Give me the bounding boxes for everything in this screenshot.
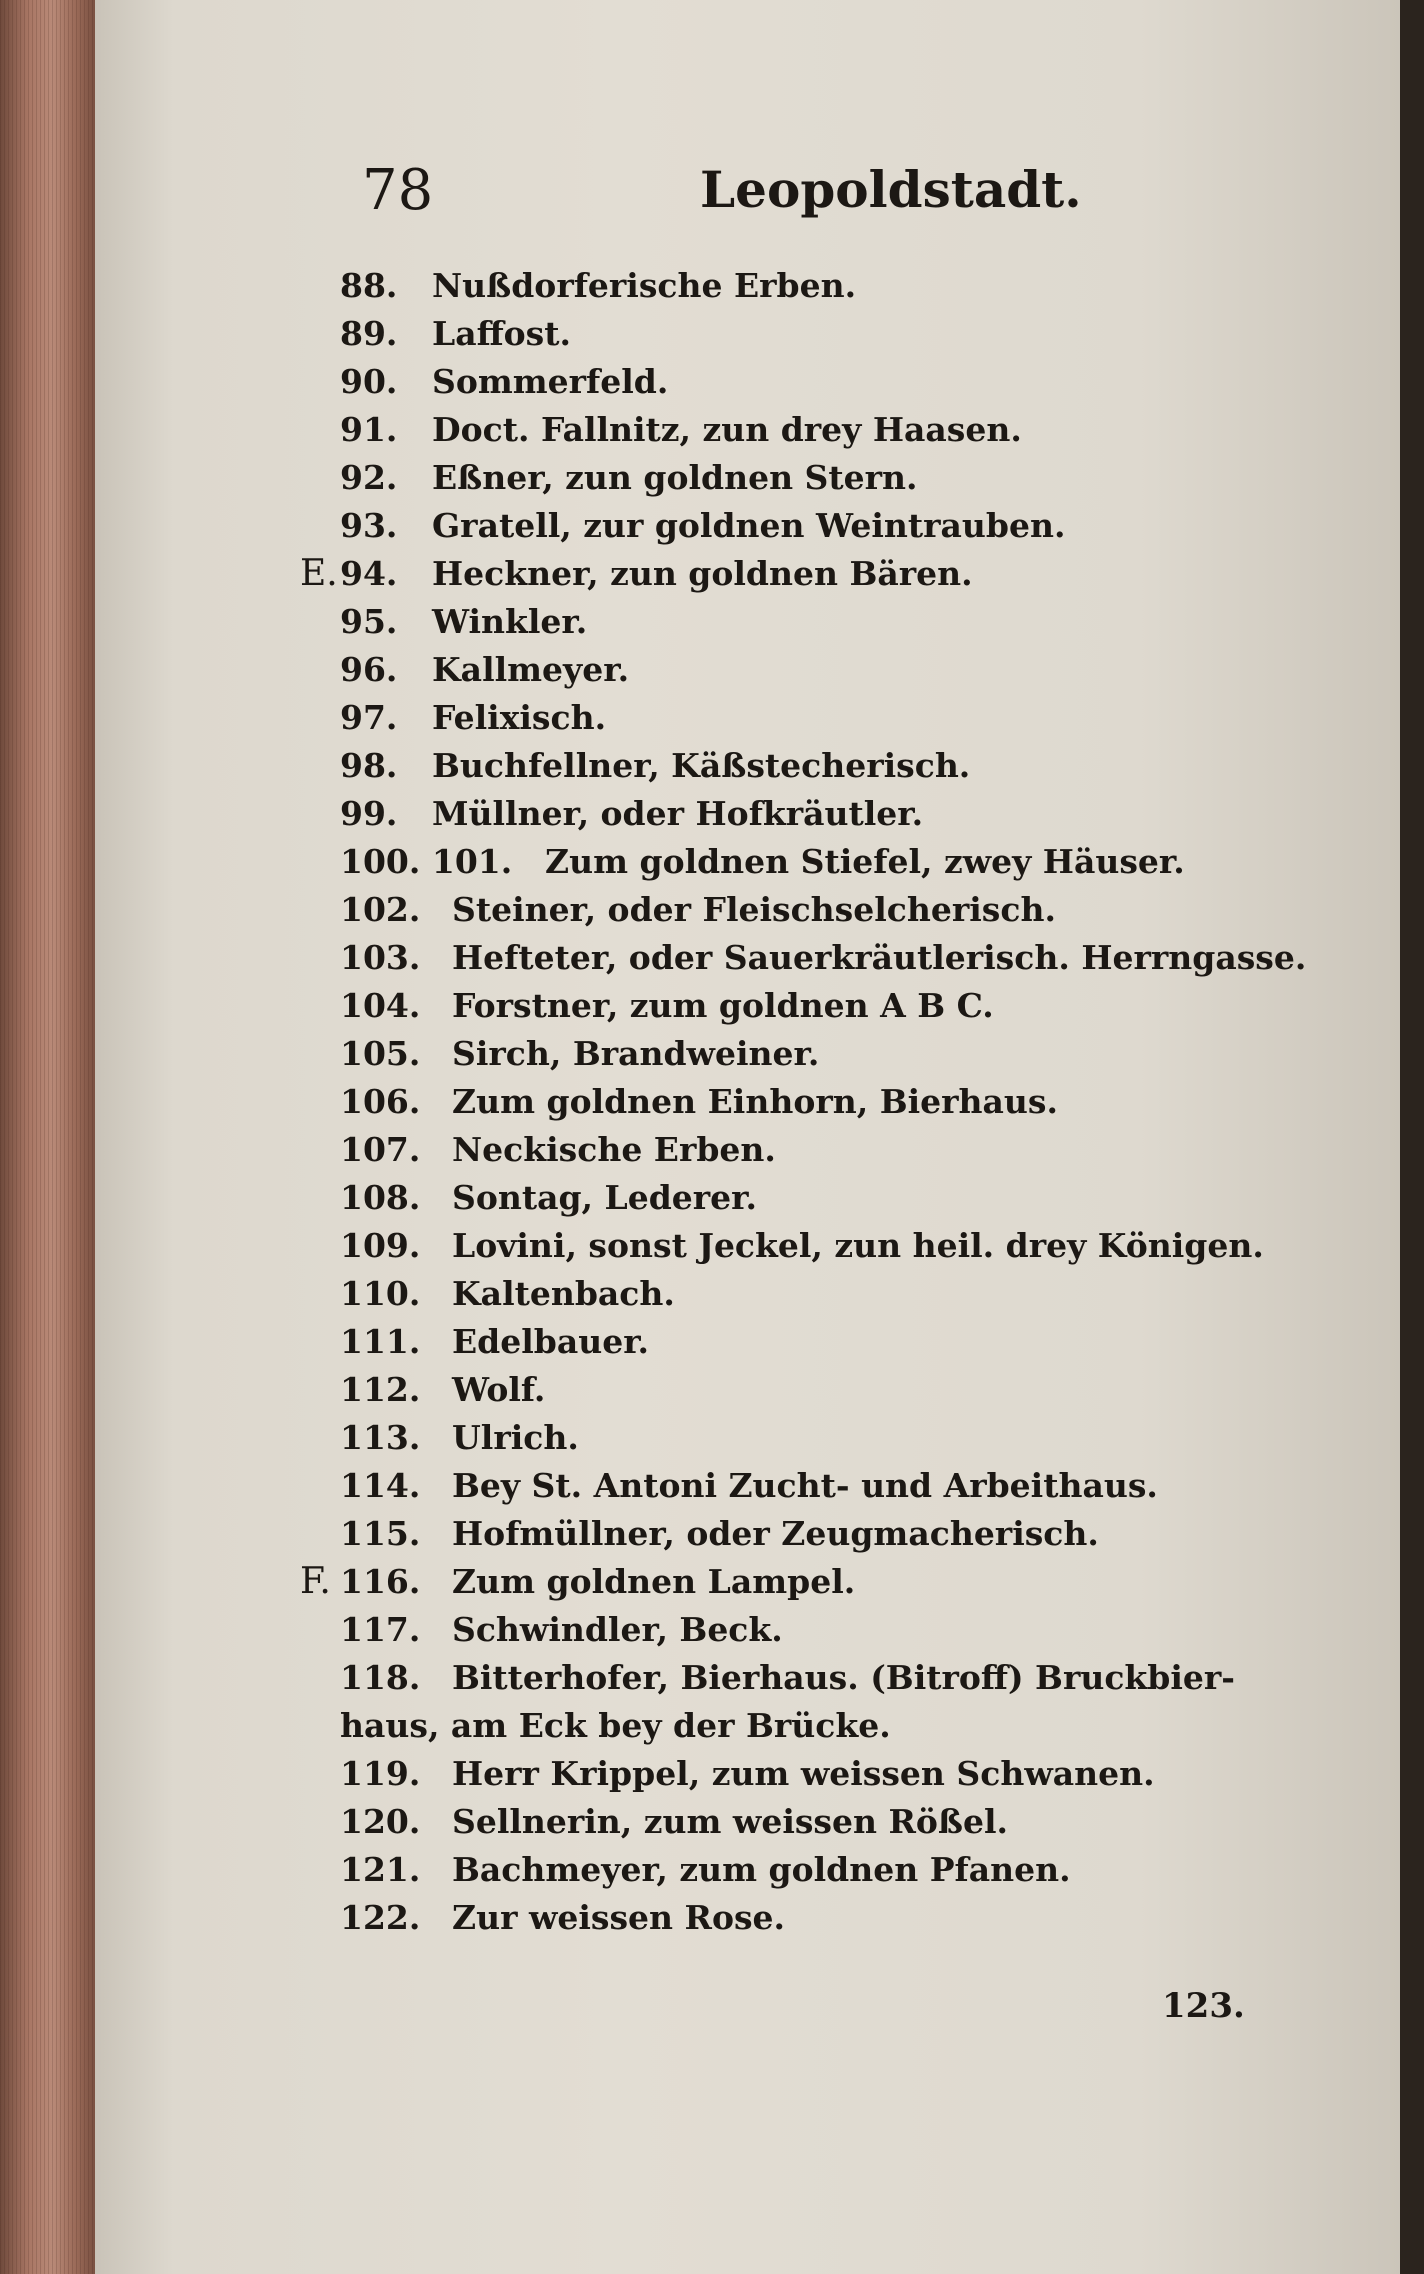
house-number: 91. (340, 410, 398, 449)
list-item (340, 1414, 1360, 1462)
house-number: 89. (340, 314, 398, 353)
list-item (340, 1366, 1360, 1414)
house-entry-text: Neckische Erben. (452, 1130, 776, 1169)
house-entry-text: Müllner, oder Hofkräutler. (432, 794, 924, 833)
list-item (340, 1510, 1360, 1558)
house-number: 98. (340, 746, 398, 785)
house-number: 120. (340, 1802, 421, 1841)
house-entry-text: Zum goldnen Lampel. (452, 1562, 856, 1601)
list-item (340, 310, 1360, 358)
list-item (340, 262, 1360, 310)
house-number: 90. (340, 362, 398, 401)
list-item (340, 598, 1360, 646)
list-item (340, 1174, 1360, 1222)
house-number: 96. (340, 650, 398, 689)
house-entry-text: Heckner, zun goldnen Bären. (432, 554, 973, 593)
house-number: 110. (340, 1274, 421, 1313)
list-item (340, 358, 1360, 406)
list-item (340, 1846, 1360, 1894)
list-item (340, 1270, 1360, 1318)
house-entry-text: Hefteter, oder Sauerkräutlerisch. Herrngasse. (452, 938, 1307, 977)
running-head: Leopoldstadt. (700, 160, 1082, 219)
house-number: 122. (340, 1898, 421, 1937)
house-entry-text: Sirch, Brandweiner. (452, 1034, 820, 1073)
house-entry-text: Laffost. (432, 314, 571, 353)
house-entry-text: Kaltenbach. (452, 1274, 675, 1313)
house-entry-text: Lovini, sonst Jeckel, zun heil. drey Königen. (452, 1226, 1264, 1265)
house-entry-text: Bitterhofer, Bierhaus. (Bitroff) Bruckbier- (452, 1658, 1235, 1697)
scan-border (1400, 0, 1424, 2274)
house-entry-text: Kallmeyer. (432, 650, 630, 689)
list-item (300, 550, 1360, 598)
list-item (340, 934, 1360, 982)
house-number: 117. (340, 1610, 421, 1649)
list-item (340, 454, 1360, 502)
section-marker: F. (300, 1561, 331, 1602)
list-item (300, 1558, 1360, 1606)
list-item (340, 1318, 1360, 1366)
house-number: 95. (340, 602, 398, 641)
house-entry-text: Buchfellner, Käßstecherisch. (432, 746, 971, 785)
catchword: 123. (1162, 1986, 1245, 2026)
house-number: 115. (340, 1514, 421, 1553)
list-item (340, 694, 1360, 742)
house-number: 104. (340, 986, 421, 1025)
list-item (340, 1750, 1360, 1798)
house-number: 113. (340, 1418, 421, 1457)
list-item (340, 406, 1360, 454)
list-item (340, 1078, 1360, 1126)
house-entry-text: Winkler. (432, 602, 588, 641)
house-number: 108. (340, 1178, 421, 1217)
house-number: 119. (340, 1754, 421, 1793)
section-marker: E. (300, 553, 338, 594)
house-entry-text: Forstner, zum goldnen A B C. (452, 986, 994, 1025)
house-number: 88. (340, 266, 398, 305)
list-item (340, 1654, 1360, 1702)
house-number: 103. (340, 938, 421, 977)
house-entry-text: Zum goldnen Stiefel, zwey Häuser. (545, 842, 1185, 881)
house-entry-text: Hofmüllner, oder Zeugmacherisch. (452, 1514, 1099, 1553)
house-entry-text: Ulrich. (452, 1418, 579, 1457)
house-number: 100. 101. (340, 842, 513, 881)
list-item (340, 1606, 1360, 1654)
house-number: 99. (340, 794, 398, 833)
house-entry-text: haus, am Eck bey der Brücke. (340, 1706, 891, 1745)
house-number: 107. (340, 1130, 421, 1169)
list-item (340, 502, 1360, 550)
house-entry-text: Herr Krippel, zum weissen Schwanen. (452, 1754, 1155, 1793)
house-entry-text: Wolf. (452, 1370, 546, 1409)
house-number: 92. (340, 458, 398, 497)
house-number: 118. (340, 1658, 421, 1697)
house-entry-text: Gratell, zur goldnen Weintrauben. (432, 506, 1066, 545)
house-entry-text: Sontag, Lederer. (452, 1178, 758, 1217)
list-item (340, 790, 1360, 838)
list-item (340, 1798, 1360, 1846)
house-number: 112. (340, 1370, 421, 1409)
house-number: 105. (340, 1034, 421, 1073)
list-item (340, 646, 1360, 694)
list-item (340, 742, 1360, 790)
house-entry-text: Nußdorferische Erben. (432, 266, 857, 305)
house-number: 93. (340, 506, 398, 545)
list-item (340, 1702, 1360, 1750)
list-item (340, 886, 1360, 934)
house-number: 97. (340, 698, 398, 737)
list-item (340, 1894, 1360, 1942)
entry-list (300, 262, 1360, 1942)
house-entry-text: Schwindler, Beck. (452, 1610, 783, 1649)
list-item (340, 982, 1360, 1030)
house-number: 116. (340, 1562, 421, 1601)
house-entry-text: Bey St. Antoni Zucht- und Arbeithaus. (452, 1466, 1158, 1505)
house-number: 106. (340, 1082, 421, 1121)
house-entry-text: Bachmeyer, zum goldnen Pfanen. (452, 1850, 1071, 1889)
book-page-edges (0, 0, 95, 2274)
list-item (340, 1030, 1360, 1078)
house-number: 102. (340, 890, 421, 929)
house-entry-text: Doct. Fallnitz, zun drey Haasen. (432, 410, 1022, 449)
house-number: 121. (340, 1850, 421, 1889)
house-number: 109. (340, 1226, 421, 1265)
list-item (340, 1222, 1360, 1270)
house-entry-text: Zur weissen Rose. (452, 1898, 786, 1937)
house-entry-text: Eßner, zun goldnen Stern. (432, 458, 918, 497)
house-entry-text: Felixisch. (432, 698, 607, 737)
house-number: 114. (340, 1466, 421, 1505)
house-entry-text: Zum goldnen Einhorn, Bierhaus. (452, 1082, 1058, 1121)
house-entry-text: Sommerfeld. (432, 362, 669, 401)
list-item (340, 1462, 1360, 1510)
house-number: 111. (340, 1322, 421, 1361)
list-item (340, 1126, 1360, 1174)
house-entry-text: Edelbauer. (452, 1322, 650, 1361)
house-entry-text: Sellnerin, zum weissen Rößel. (452, 1802, 1009, 1841)
list-item (340, 838, 1360, 886)
house-number: 94. (340, 554, 398, 593)
page-number: 78 (362, 158, 434, 223)
house-entry-text: Steiner, oder Fleischselcherisch. (452, 890, 1056, 929)
